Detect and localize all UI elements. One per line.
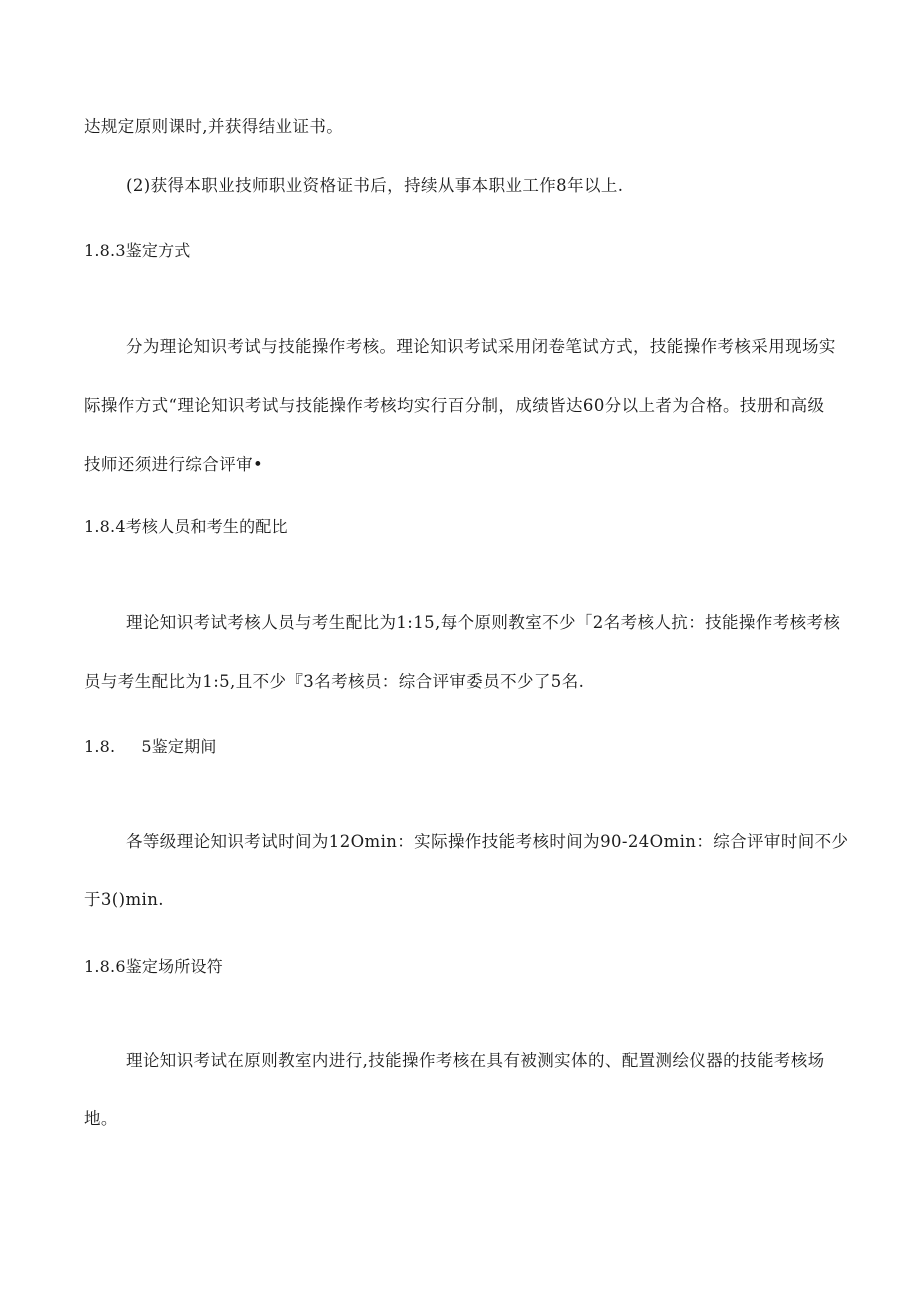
paragraph-line: 际操作方式“理论知识考试与技能操作考核均实行百分制，成绩皆达60分以上者为合格。技册和高级 <box>84 396 825 415</box>
section-heading-1-8-6: 1.8.6鉴定场所设符 <box>84 957 223 976</box>
paragraph-line: 各等级理论知识考试时间为12Omin：实际操作技能考核时间为90-24Omin：综合评审时间不少 <box>126 832 849 851</box>
paragraph-line: 于3()min. <box>84 890 164 909</box>
section-heading-1-8-4: 1.8.4考核人员和考生的配比 <box>84 517 288 536</box>
section-heading-1-8-5 <box>84 736 217 758</box>
paragraph-line: 员与考生配比为1:5,且不少『3名考核员：综合评审委员不少了5名. <box>84 672 585 691</box>
paragraph-line: 分为理论知识考试与技能操作考核。理论知识考试采用闭卷笔试方式，技能操作考核采用现场实 <box>126 337 836 356</box>
paragraph-line: 达规定原则课时,并获得结业证书。 <box>84 117 344 136</box>
section-heading-text: 5鉴定期间 <box>141 737 217 756</box>
paragraph-line: 理论知识考试在原则教室内进行,技能操作考核在具有被测实体的、配置测绘仪器的技能考核场 <box>126 1051 825 1070</box>
paragraph-line: 技师还须进行综合评审• <box>84 455 264 474</box>
section-heading-1-8-3: 1.8.3鉴定方式 <box>84 241 191 260</box>
paragraph-line: 地。 <box>84 1109 118 1128</box>
paragraph-line: 理论知识考试考核人员与考生配比为1:15,每个原则教室不少「2名考核人抗：技能操作考核考核 <box>126 613 841 632</box>
section-heading-number: 1.8. <box>84 737 116 756</box>
paragraph-line: (2)获得本职业技师职业资格证书后，持续从事本职业工作8年以上. <box>126 176 624 195</box>
